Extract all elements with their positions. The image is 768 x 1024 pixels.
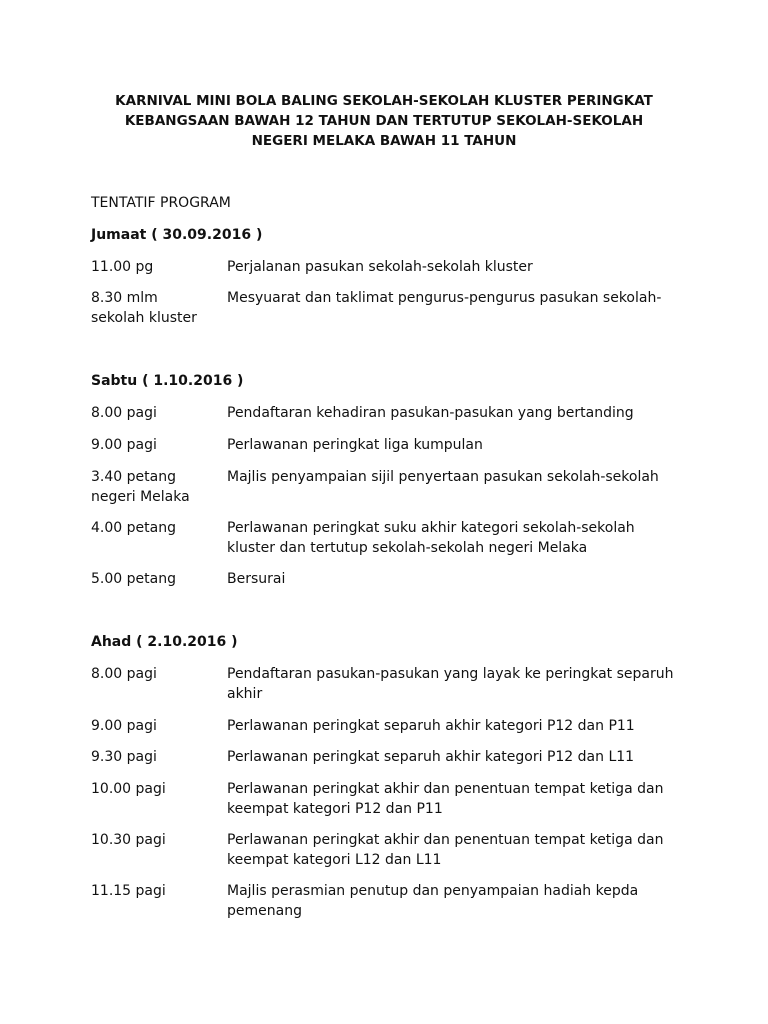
schedule-time: 8.00 pagi — [91, 666, 157, 682]
day-heading-ahad: Ahad ( 2.10.2016 ) — [91, 634, 238, 650]
activity-line: Perlawanan peringkat suku akhir kategori sekolah-sekolah — [227, 520, 635, 536]
activity-line: Mesyuarat dan taklimat pengurus-pengurus pasukan sekolah- — [227, 290, 662, 306]
schedule-activity — [227, 467, 687, 487]
program-heading: TENTATIF PROGRAM — [91, 195, 231, 211]
activity-line: Majlis perasmian penutup dan penyampaian hadiah kepda — [227, 883, 639, 899]
activity-line: akhir — [227, 686, 263, 702]
activity-line: pemenang — [227, 903, 302, 919]
schedule-activity — [227, 288, 687, 308]
schedule-activity — [227, 830, 687, 870]
activity-line: Perlawanan peringkat akhir dan penentuan tempat ketiga dan — [227, 781, 664, 797]
schedule-time: 11.15 pagi — [91, 883, 166, 899]
schedule-time: 9.00 pagi — [91, 718, 157, 734]
schedule-time: 9.30 pagi — [91, 749, 157, 765]
schedule-activity — [227, 881, 687, 921]
schedule-time: 8.30 mlm — [91, 290, 158, 306]
activity-line: keempat kategori P12 dan P11 — [227, 801, 443, 817]
schedule-activity — [227, 716, 687, 736]
activity-continuation: negeri Melaka — [91, 489, 190, 505]
activity-line: Majlis penyampaian sijil penyertaan pasukan sekolah-sekolah — [227, 469, 659, 485]
activity-line: Perlawanan peringkat separuh akhir kategori P12 dan L11 — [227, 749, 635, 765]
activity-line: Perlawanan peringkat separuh akhir kategori P12 dan P11 — [227, 718, 635, 734]
schedule-time: 5.00 petang — [91, 571, 176, 587]
schedule-activity — [227, 779, 687, 819]
schedule-time: 10.30 pagi — [91, 832, 166, 848]
title-line: KARNIVAL MINI BOLA BALING SEKOLAH-SEKOLAH KLUSTER PERINGKAT — [115, 93, 653, 109]
activity-continuation: sekolah kluster — [91, 310, 197, 326]
schedule-activity — [227, 569, 687, 589]
activity-line: Perlawanan peringkat liga kumpulan — [227, 437, 483, 453]
title-line: KEBANGSAAN BAWAH 12 TAHUN DAN TERTUTUP SEKOLAH-SEKOLAH — [124, 113, 644, 129]
schedule-activity — [227, 664, 687, 704]
schedule-activity — [227, 403, 687, 423]
day-heading-sabtu: Sabtu ( 1.10.2016 ) — [91, 373, 244, 389]
title-line: NEGERI MELAKA BAWAH 11 TAHUN — [251, 133, 517, 149]
document-title — [60, 91, 708, 151]
schedule-activity — [227, 435, 687, 455]
activity-line: kluster dan tertutup sekolah-sekolah negeri Melaka — [227, 540, 588, 556]
activity-line: Perlawanan peringkat akhir dan penentuan tempat ketiga dan — [227, 832, 664, 848]
activity-line: keempat kategori L12 dan L11 — [227, 852, 442, 868]
schedule-time: 10.00 pagi — [91, 781, 166, 797]
schedule-activity — [227, 747, 687, 767]
schedule-time: 8.00 pagi — [91, 405, 157, 421]
activity-line: Pendaftaran pasukan-pasukan yang layak ke peringkat separuh — [227, 666, 674, 682]
day-heading-jumaat: Jumaat ( 30.09.2016 ) — [91, 227, 263, 243]
activity-line: Bersurai — [227, 571, 286, 587]
schedule-activity — [227, 257, 687, 277]
schedule-activity — [227, 518, 687, 558]
schedule-time: 11.00 pg — [91, 259, 154, 275]
schedule-time: 9.00 pagi — [91, 437, 157, 453]
activity-line: Pendaftaran kehadiran pasukan-pasukan yang bertanding — [227, 405, 634, 421]
schedule-time: 3.40 petang — [91, 469, 176, 485]
schedule-time: 4.00 petang — [91, 520, 176, 536]
activity-line: Perjalanan pasukan sekolah-sekolah kluster — [227, 259, 533, 275]
